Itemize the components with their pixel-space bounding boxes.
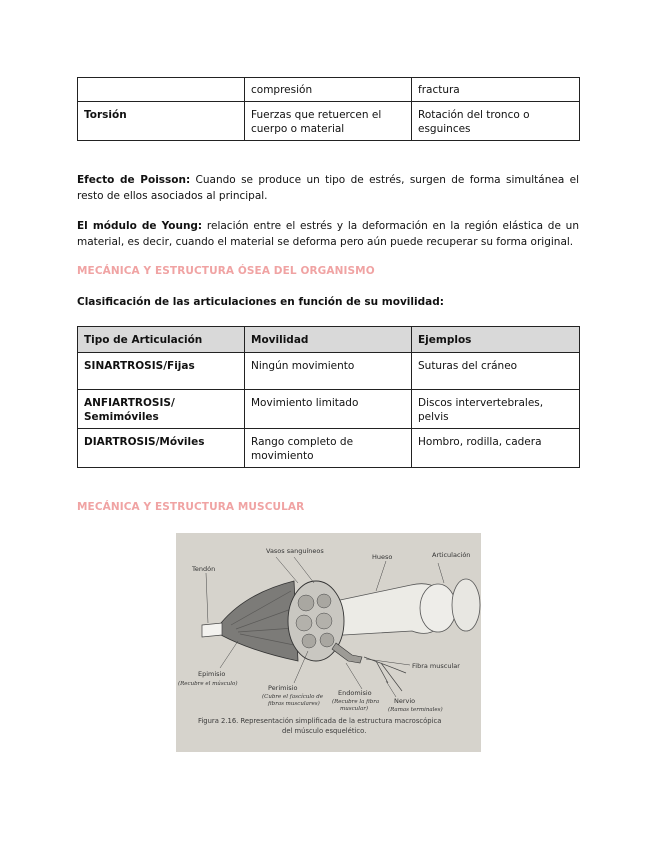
label-perimisio-note2: fibras musculares) xyxy=(268,701,320,707)
table-cell: Suturas del cráneo xyxy=(412,353,580,390)
young-text: relación entre el estrés y la deformación en la región elástica de un material, es decir, cuando el material se deforma pero aún puede recuperar su forma original. xyxy=(77,220,579,248)
table-cell: Discos intervertebrales, pelvis xyxy=(412,390,580,429)
section-heading-muscular: MECÁNICA Y ESTRUCTURA MUSCULAR xyxy=(77,501,305,513)
table-cell: Rango completo de movimiento xyxy=(245,429,412,468)
table-row xyxy=(78,429,580,468)
tendon-shape xyxy=(202,623,222,637)
label-nervio: Nervio xyxy=(394,697,416,705)
label-nervio-note: (Ramas terminales) xyxy=(388,707,443,713)
table-cell: DIARTROSIS/Móviles xyxy=(78,429,245,468)
label-perimisio-note1: (Cubre el fascículo de xyxy=(262,694,324,700)
joint-shape-2 xyxy=(452,579,480,631)
label-vasos: Vasos sanguíneos xyxy=(266,547,324,555)
table-cell: Fuerzas que retuercen el cuerpo o material xyxy=(245,102,412,141)
table-cell: SINARTROSIS/Fijas xyxy=(78,353,245,390)
section-heading-osea: MECÁNICA Y ESTRUCTURA ÓSEA DEL ORGANISMO xyxy=(77,265,375,277)
table-cell: Torsión xyxy=(78,102,245,141)
table-cell: Hombro, rodilla, cadera xyxy=(412,429,580,468)
table-cell: Ningún movimiento xyxy=(245,353,412,390)
label-endomisio-note1: (Recubre la fibra xyxy=(332,699,380,705)
table-cell: ANFIARTROSIS/ Semimóviles xyxy=(78,390,245,429)
table-row xyxy=(78,78,580,102)
table-cell xyxy=(78,78,245,102)
muscle-fiber xyxy=(332,643,362,663)
table-cell: compresión xyxy=(245,78,412,102)
column-header: Tipo de Articulación xyxy=(78,327,245,353)
table-row xyxy=(78,102,580,141)
figure-caption-line2: del músculo esquelético. xyxy=(282,727,367,735)
label-epimisio: Epimisio xyxy=(198,670,226,678)
table-cell: fractura xyxy=(412,78,580,102)
label-endomisio-note2: muscular) xyxy=(340,706,369,712)
label-tendon: Tendón xyxy=(192,565,216,573)
label-epimisio-note: (Recubre el músculo) xyxy=(178,681,238,687)
label-perimisio: Perimisio xyxy=(268,684,298,692)
label-hueso: Hueso xyxy=(372,553,393,561)
joint-shape xyxy=(420,584,456,632)
stress-types-table xyxy=(77,77,580,141)
young-term: El módulo de Young: xyxy=(77,220,203,232)
muscle-structure-figure xyxy=(176,533,481,752)
label-fibra: Fibra muscular xyxy=(412,662,460,670)
poisson-text: Cuando se produce un tipo de estrés, surgen de forma simultánea el resto de ellos asociados al principal. xyxy=(77,174,579,202)
table-row xyxy=(78,390,580,429)
table-header-row xyxy=(78,327,580,353)
classification-title: Clasificación de las articulaciones en función de su movilidad: xyxy=(77,296,444,308)
figure-caption-line1: Figura 2.16. Representación simplificada de la estructura macroscópica xyxy=(198,717,442,725)
column-header: Movilidad xyxy=(245,327,412,353)
young-paragraph xyxy=(77,218,579,250)
articulations-table xyxy=(77,326,580,468)
label-endomisio: Endomisio xyxy=(338,689,372,697)
label-articulacion: Articulación xyxy=(432,551,471,559)
poisson-paragraph xyxy=(77,172,579,204)
table-cell: Movimiento limitado xyxy=(245,390,412,429)
table-cell: Rotación del tronco o esguinces xyxy=(412,102,580,141)
poisson-term: Efecto de Poisson: xyxy=(77,174,191,186)
nerve-lines xyxy=(364,657,406,691)
table-row xyxy=(78,353,580,390)
muscle-diagram xyxy=(176,533,481,752)
column-header: Ejemplos xyxy=(412,327,580,353)
